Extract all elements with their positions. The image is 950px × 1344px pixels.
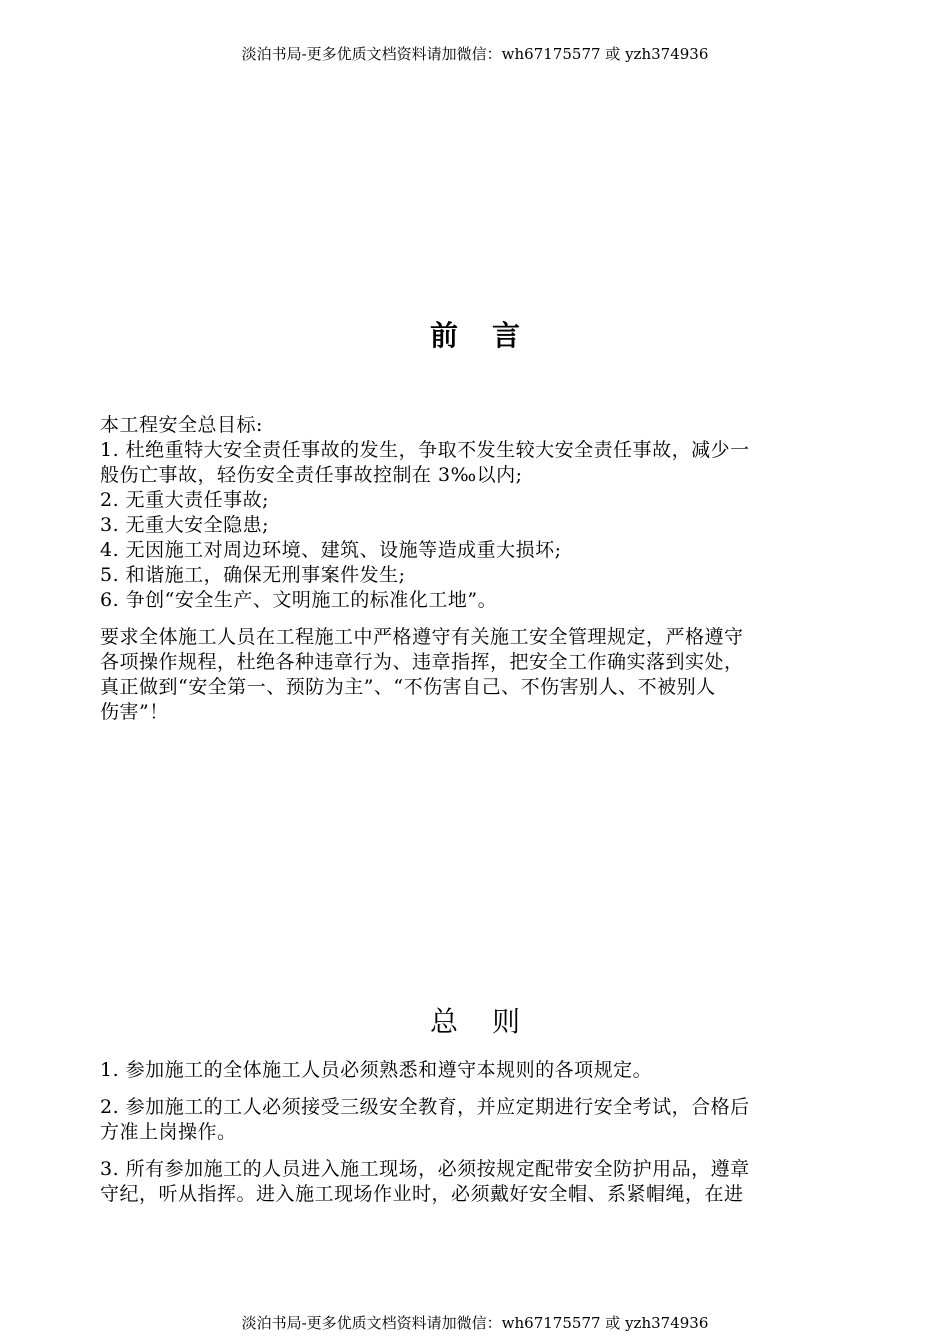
requirement-line-4: 伤害”！	[100, 701, 169, 723]
goal-item-6-line-1: 6. 争创“安全生产、文明施工的标准化工地”。	[100, 589, 498, 611]
requirement-line-3: 真正做到“安全第一、预防为主”、“不伤害自己、不伤害别人、不被别人	[100, 676, 716, 698]
goal-item-1-line-2: 般伤亡事故，轻伤安全责任事故控制在 3‰以内;	[100, 464, 523, 486]
goal-item-5	[100, 563, 860, 588]
requirement-line-2: 各项操作规程，杜绝各种违章行为、违章指挥，把安全工作确实落到实处，	[100, 651, 744, 673]
rule-item-2-line-2: 方准上岗操作。	[100, 1121, 237, 1143]
goal-item-6	[100, 588, 860, 613]
rule-item-3-line-2: 守纪，听从指挥。进入施工现场作业时，必须戴好安全帽、系紧帽绳，在进	[100, 1183, 744, 1205]
goal-item-3-line-1: 3. 无重大安全隐患;	[100, 514, 270, 536]
goal-item-4-line-1: 4. 无因施工对周边环境、建筑、设施等造成重大损坏;	[100, 539, 562, 561]
goal-item-4	[100, 538, 860, 563]
preface-section	[100, 413, 860, 725]
rule-item-2-line-1: 2. 参加施工的工人必须接受三级安全教育，并应定期进行安全考试，合格后	[100, 1096, 750, 1118]
rule-item-3	[100, 1157, 860, 1207]
goal-item-3	[100, 513, 860, 538]
general-rules-title: 总则	[429, 1005, 554, 1038]
preface-title: 前言	[429, 319, 554, 352]
general-rules-section	[100, 1058, 860, 1207]
goal-item-1-line-1: 1. 杜绝重特大安全责任事故的发生，争取不发生较大安全责任事故，减少一	[100, 439, 750, 461]
rule-item-2	[100, 1095, 860, 1145]
rule-item-1-line-1: 1. 参加施工的全体施工人员必须熟悉和遵守本规则的各项规定。	[100, 1059, 653, 1081]
goal-item-2-line-1: 2. 无重大责任事故;	[100, 489, 270, 511]
requirement-paragraph	[100, 625, 860, 725]
goal-item-5-line-1: 5. 和谐施工，确保无刑事案件发生;	[100, 564, 406, 586]
safety-goals-intro: 本工程安全总目标:	[100, 414, 263, 436]
page-footer: 淡泊书局-更多优质文档资料请加微信：wh67175577 或 yzh374936	[241, 1314, 709, 1332]
goal-item-2	[100, 488, 860, 513]
page-header: 淡泊书局-更多优质文档资料请加微信：wh67175577 或 yzh374936	[241, 45, 709, 63]
requirement-line-1: 要求全体施工人员在工程施工中严格遵守有关施工安全管理规定，严格遵守	[100, 626, 744, 648]
rule-item-1	[100, 1058, 860, 1083]
goal-item-1	[100, 438, 860, 488]
rule-item-3-line-1: 3. 所有参加施工的人员进入施工现场，必须按规定配带安全防护用品，遵章	[100, 1158, 750, 1180]
